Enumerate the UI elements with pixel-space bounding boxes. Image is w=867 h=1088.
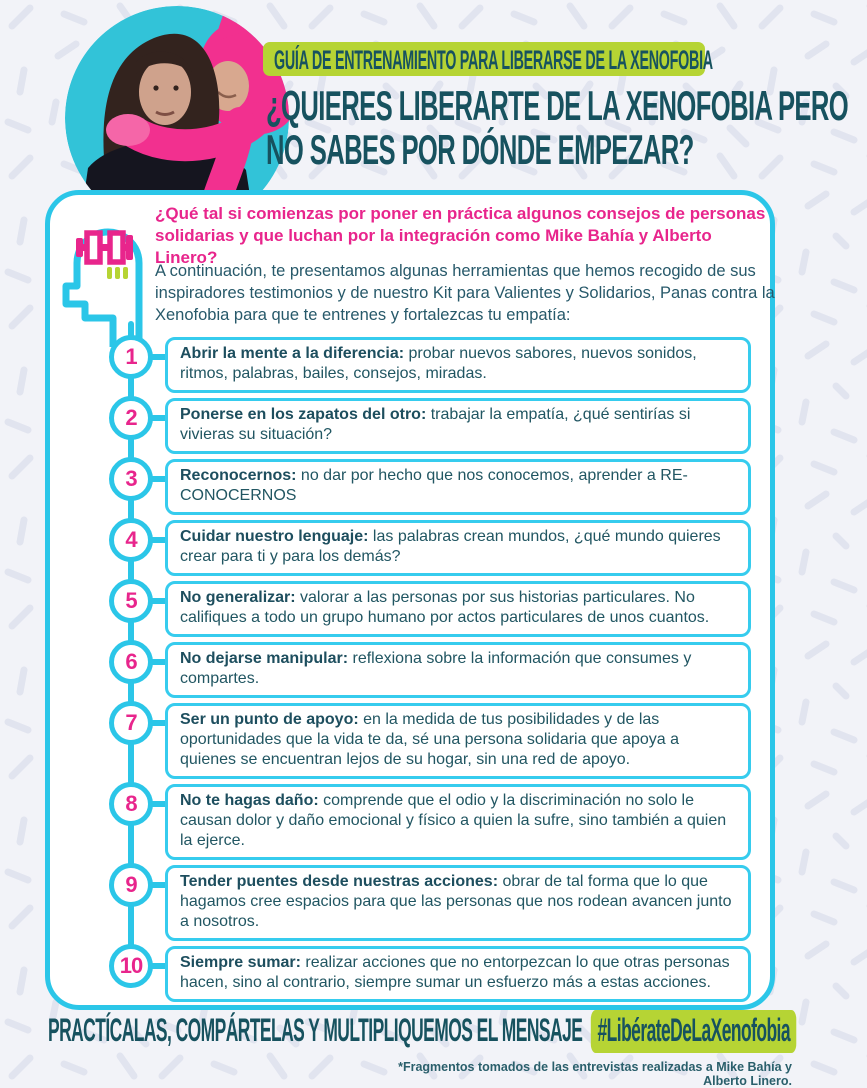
step-number: 1 bbox=[125, 344, 137, 369]
step-text: trabajar la empatía, ¿qué sentirías si vivieras su situación? bbox=[180, 406, 691, 443]
footer-banner bbox=[48, 1012, 867, 1056]
step-text: comprende que el odio y la discriminación no solo le causan dolor y daño emocional y físico a quien la sufre, sino también a quien la ejerce. bbox=[180, 792, 727, 849]
step-number: 7 bbox=[125, 710, 137, 735]
step-box bbox=[165, 520, 751, 576]
step-number-badge bbox=[109, 579, 153, 623]
banner bbox=[263, 42, 713, 76]
step-number: 9 bbox=[125, 872, 137, 897]
step-text: probar nuevos sabores, nuevos sonidos, ritmos, palabras, bailes, consejos, miradas. bbox=[180, 345, 697, 382]
step-box bbox=[165, 459, 751, 515]
step-number-badge bbox=[109, 863, 153, 907]
step-title: Reconocernos: bbox=[180, 467, 301, 484]
step-row bbox=[109, 459, 751, 515]
step-box bbox=[165, 581, 751, 637]
head-dumbbell-icon bbox=[62, 207, 150, 347]
step-number: 5 bbox=[125, 588, 137, 613]
step-text: reflexiona sobre la información que consumes y compartes. bbox=[180, 650, 692, 687]
step-box bbox=[165, 865, 751, 941]
step-number: 4 bbox=[125, 527, 137, 552]
step-title: Siempre sumar: bbox=[180, 954, 306, 971]
step-box bbox=[165, 703, 751, 779]
step-number-badge bbox=[109, 518, 153, 562]
step-title: Ponerse en los zapatos del otro: bbox=[180, 406, 431, 423]
hashtag-badge: #LibérateDeLaXenofobia bbox=[591, 1010, 797, 1053]
step-title: No dejarse manipular: bbox=[180, 650, 353, 667]
step-number: 6 bbox=[125, 649, 137, 674]
intro-paragraph: A continuación, te presentamos algunas herramientas que hemos recogido de sus inspiradores testimonios y de nuestro Kit para Valientes y Solidarios, Panas contra la Xenofobia para que te entrenes y fortalezcas tu empatía: bbox=[155, 262, 775, 324]
step-number: 10 bbox=[119, 953, 143, 978]
step-title: Tender puentes desde nuestras acciones: bbox=[180, 873, 503, 890]
steps-list bbox=[109, 337, 751, 1002]
step-text: no dar por hecho que nos conocemos, aprender a RE-CONOCERNOS bbox=[180, 467, 688, 504]
footnote: *Fragmentos tomados de las entrevistas realizadas a Mike Bahía y Alberto Linero. bbox=[398, 1060, 792, 1088]
step-number-badge bbox=[109, 457, 153, 501]
step-text: obrar de tal forma que lo que hagamos cree espacios para que las personas que nos rodean avancen junto a nosotros. bbox=[180, 873, 732, 930]
page-title bbox=[266, 84, 867, 172]
step-box bbox=[165, 398, 751, 454]
step-title: Cuidar nuestro lenguaje: bbox=[180, 528, 373, 545]
step-row bbox=[109, 398, 751, 454]
step-row bbox=[109, 784, 751, 860]
step-row bbox=[109, 581, 751, 637]
step-text: en la medida de tus posibilidades y de las oportunidades que la vida te da, sé una persona solidaria que apoya a quienes se encuentran lejos de su hogar, sin una red de apoyo. bbox=[180, 711, 680, 768]
page-title-line1: ¿QUIERES LIBERARTE DE LA XENOFOBIA PERO bbox=[266, 82, 849, 129]
step-box bbox=[165, 337, 751, 393]
step-row bbox=[109, 946, 751, 1002]
step-row bbox=[109, 337, 751, 393]
step-number-badge bbox=[109, 335, 153, 379]
creature-mitten bbox=[106, 114, 150, 146]
step-number-badge bbox=[109, 944, 153, 988]
footer-message: PRACTÍCALAS, COMPÁRTELAS Y MULTIPLIQUEMOS EL MENSAJE bbox=[48, 1012, 583, 1048]
step-number: 8 bbox=[125, 791, 137, 816]
content-panel bbox=[45, 190, 775, 1010]
step-box bbox=[165, 946, 751, 1002]
step-title: Ser un punto de apoyo: bbox=[180, 711, 364, 728]
step-text: realizar acciones que no entorpezcan lo que otras personas hacen, sino al contrario, siempre sumar un esfuerzo más a estas acciones. bbox=[180, 954, 730, 991]
dumbbell-icon bbox=[76, 233, 133, 262]
step-title: No generalizar: bbox=[180, 589, 301, 606]
step-text: valorar a las personas por sus historias particulares. No califiques a todo un grupo humano por actos particulares de unos cuantos. bbox=[180, 589, 710, 626]
step-title: Abrir la mente a la diferencia: bbox=[180, 345, 409, 362]
step-row bbox=[109, 703, 751, 779]
step-number: 3 bbox=[125, 466, 137, 491]
step-box bbox=[165, 642, 751, 698]
woman-and-pink-creature-photo bbox=[52, 0, 302, 196]
step-number-badge bbox=[109, 782, 153, 826]
step-box bbox=[165, 784, 751, 860]
step-number-badge bbox=[109, 701, 153, 745]
step-row bbox=[109, 520, 751, 576]
banner-label: GUÍA DE ENTRENAMIENTO PARA LIBERARSE DE LA XENOFOBIA bbox=[274, 45, 713, 75]
step-text: las palabras crean mundos, ¿qué mundo quieres crear para ti y para los demás? bbox=[180, 528, 721, 565]
step-number: 2 bbox=[125, 405, 137, 430]
intro-question: ¿Qué tal si comienzas por poner en práctica algunos consejos de personas solidarias y que luchan por la integración como Mike Bahía y Alberto Linero? bbox=[155, 204, 766, 268]
page-title-line2: NO SABES POR DÓNDE EMPEZAR? bbox=[266, 126, 694, 173]
step-number-badge bbox=[109, 640, 153, 684]
step-number-badge bbox=[109, 396, 153, 440]
step-row bbox=[109, 642, 751, 698]
step-row bbox=[109, 865, 751, 941]
tick-marks bbox=[107, 267, 128, 279]
step-title: No te hagas daño: bbox=[180, 792, 324, 809]
